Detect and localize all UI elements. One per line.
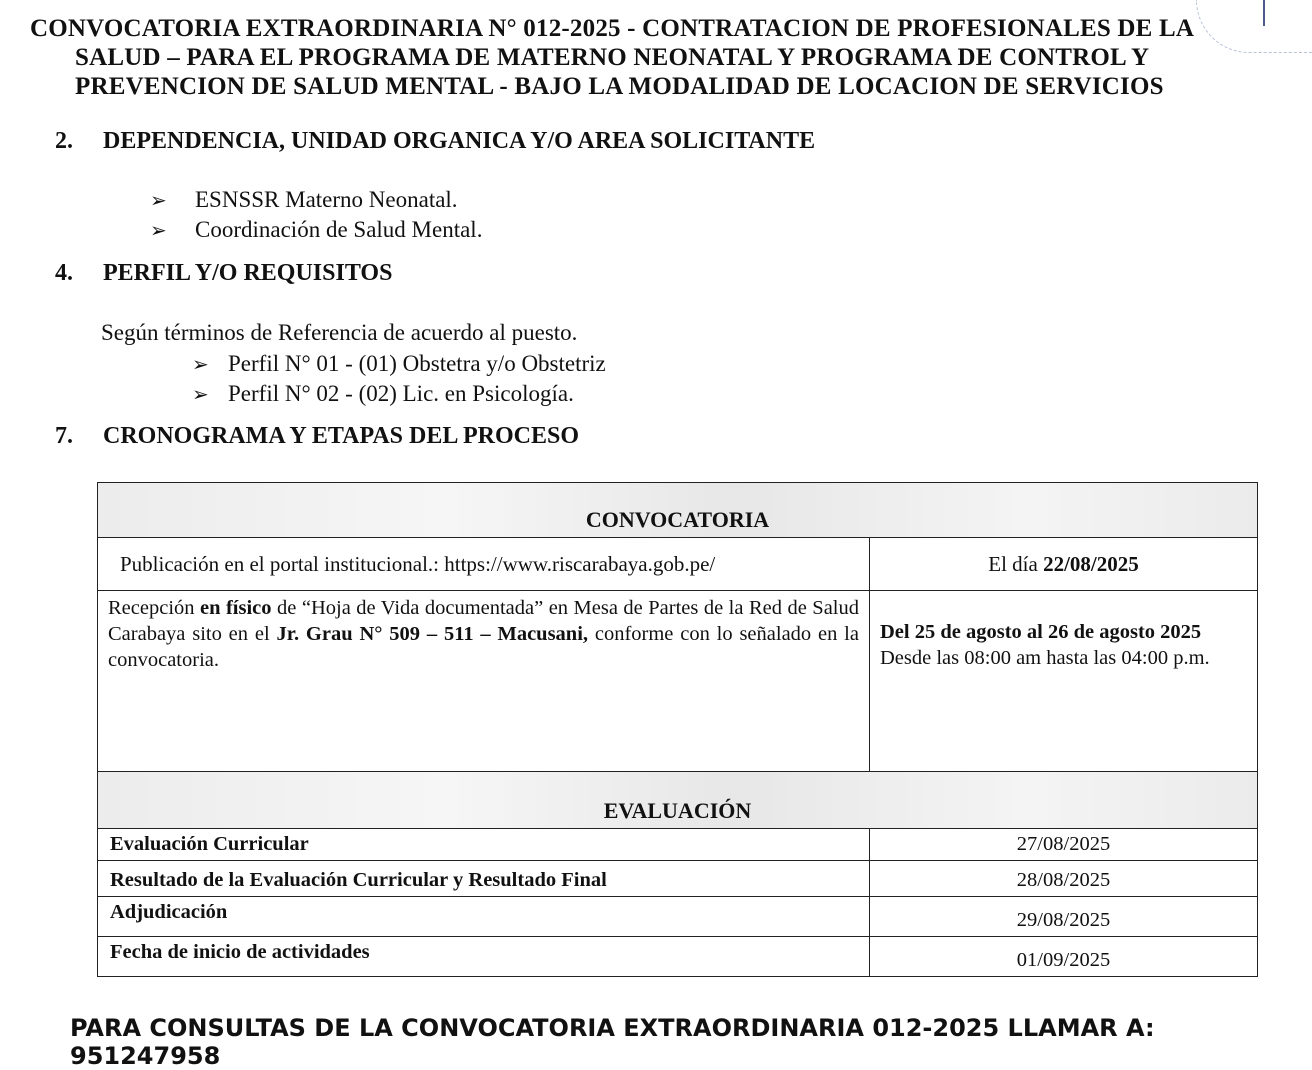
section-number: 7. [55, 423, 73, 449]
table-row [98, 897, 1258, 937]
table-row [98, 538, 1258, 591]
stage-date: 27/08/2025 [870, 829, 1258, 861]
list-item-text: ESNSSR Materno Neonatal. [195, 187, 458, 212]
section-2-heading [55, 128, 815, 155]
reception-description [98, 591, 870, 772]
stage-label: Adjudicación [98, 897, 870, 937]
date-value: 22/08/2025 [1043, 551, 1139, 576]
stamp-mark [1263, 0, 1265, 26]
arrow-bullet-icon: ➢ [150, 189, 167, 212]
table-row [98, 772, 1258, 829]
section-number: 4. [55, 260, 73, 286]
list-item-text: Coordinación de Salud Mental. [195, 217, 483, 242]
table-row [98, 483, 1258, 538]
section-title: CRONOGRAMA Y ETAPAS DEL PROCESO [103, 423, 580, 449]
profile-intro: Según términos de Referencia de acuerdo al puesto. [101, 320, 578, 345]
stage-label: Resultado de la Evaluación Curricular y Resultado Final [98, 861, 870, 897]
list-item-text: Perfil N° 01 - (01) Obstetra y/o Obstetriz [228, 351, 606, 376]
section-4-heading [55, 260, 392, 287]
section-7-heading [55, 423, 579, 450]
text-run: conforme con lo señalado en la convocatoria. [108, 623, 859, 671]
text-run-bold: en físico [200, 597, 272, 619]
title-line-3: PREVENCION DE SALUD MENTAL - BAJO LA MODALIDAD DE LOCACION DE SERVICIOS [75, 73, 1164, 100]
section-title: PERFIL Y/O REQUISITOS [103, 260, 393, 286]
convocatoria-header: CONVOCATORIA [98, 483, 1258, 538]
publication-date [870, 538, 1258, 591]
stage-date: 29/08/2025 [870, 897, 1258, 937]
list-item-text: Perfil N° 02 - (02) Lic. en Psicología. [228, 381, 574, 406]
date-prefix: El día [988, 551, 1044, 576]
list-item [150, 187, 458, 213]
reception-date-range: Del 25 de agosto al 26 de agosto 2025 [880, 621, 1202, 643]
publication-label: Publicación en el portal institucional.: https://www.riscarabaya.gob.pe/ [98, 538, 870, 591]
contact-footer: PARA CONSULTAS DE LA CONVOCATORIA EXTRAORDINARIA 012-2025 LLAMAR A: 951247958 [70, 1014, 1155, 1070]
document-title [30, 14, 1260, 101]
title-line-1: CONVOCATORIA EXTRAORDINARIA N° 012-2025 - CONTRATACION DE PROFESIONALES DE LA [30, 15, 1195, 42]
section-number: 2. [55, 128, 73, 154]
address-bold: Jr. Grau N° 509 – 511 – Macusani, [276, 623, 589, 645]
text-run: de “Hoja de Vida documentada” en Mesa de Partes de la Red de Salud Carabaya sito en el [108, 597, 859, 645]
title-line-2: SALUD – PARA EL PROGRAMA DE MATERNO NEONATAL Y PROGRAMA DE CONTROL Y [75, 44, 1150, 71]
text-run: Recepción [108, 597, 200, 619]
table-row [98, 937, 1258, 977]
schedule-table [97, 482, 1258, 977]
evaluacion-header: EVALUACIÓN [98, 772, 1258, 829]
list-item [192, 381, 574, 407]
list-item [150, 217, 482, 243]
table-row [98, 861, 1258, 897]
arrow-bullet-icon: ➢ [192, 353, 209, 376]
table-row [98, 829, 1258, 861]
stage-label: Fecha de inicio de actividades [98, 937, 870, 977]
arrow-bullet-icon: ➢ [192, 383, 209, 406]
stage-date: 28/08/2025 [870, 861, 1258, 897]
reception-date [870, 591, 1258, 772]
stage-date: 01/09/2025 [870, 937, 1258, 977]
reception-hours: Desde las 08:00 am hasta las 04:00 p.m. [880, 647, 1210, 669]
arrow-bullet-icon: ➢ [150, 219, 167, 242]
list-item [192, 351, 606, 377]
section-title: DEPENDENCIA, UNIDAD ORGANICA Y/O AREA SOLICITANTE [103, 128, 816, 154]
table-row [98, 591, 1258, 772]
stage-label: Evaluación Curricular [98, 829, 870, 861]
